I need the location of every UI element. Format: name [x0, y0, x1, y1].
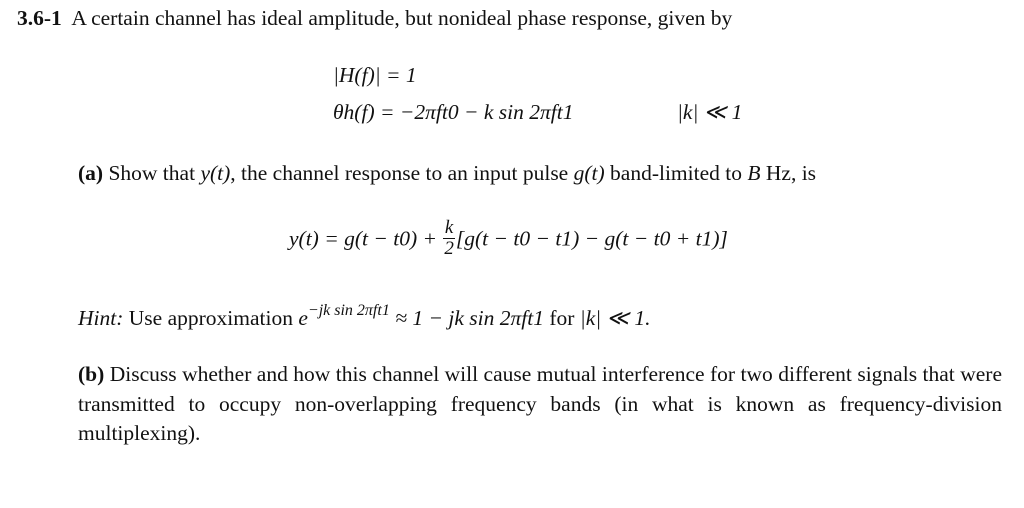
- part-a-text-before: Show that: [108, 161, 196, 185]
- fraction-numerator: k: [444, 217, 454, 238]
- equation-amplitude: |H(f)| = 1: [333, 63, 417, 87]
- problem-statement: A certain channel has ideal amplitude, but nonideal phase response, given by: [71, 6, 733, 30]
- equation-response-rhs: [g(t − t0 − t1) − g(t − t0 + t1)]: [455, 226, 728, 251]
- part-a-text: [78, 163, 816, 185]
- part-a-text-end: Hz, is: [765, 161, 817, 185]
- hint-line: [78, 302, 651, 330]
- hint-expr-exponent: −jk sin 2πft1: [307, 302, 390, 319]
- hint-expr-base: e: [298, 306, 308, 330]
- part-b-text: Discuss whether and how this channel will cause mutual interference for two different signals that were transmitted to occupy non-overlapping frequency bands (in what is known as frequency-division multiplexing).: [78, 362, 1002, 445]
- hint-label: Hint:: [78, 306, 124, 330]
- part-b-label: (b): [78, 362, 105, 386]
- part-a-label: (a): [78, 161, 104, 185]
- problem-number: 3.6-1: [17, 6, 62, 30]
- hint-text: Use approximation: [128, 306, 293, 330]
- hint-condition: |k| ≪ 1.: [579, 306, 651, 330]
- equation-phase: θh(f) = −2πft0 − k sin 2πft1: [333, 100, 574, 124]
- problem-heading: [17, 8, 732, 30]
- hint-expr-rest: ≈ 1 − jk sin 2πft1: [395, 306, 544, 330]
- part-b-paragraph: [78, 360, 1002, 449]
- part-a-var-g: g(t): [573, 161, 605, 185]
- part-a-var-y: y(t): [200, 161, 231, 185]
- equation-condition: |k| ≪ 1: [677, 100, 743, 124]
- equation-response: [289, 217, 728, 261]
- part-a-text-mid2: band-limited to: [610, 161, 742, 185]
- hint-for: for: [549, 306, 575, 330]
- equation-response-fraction: [443, 218, 455, 259]
- part-a-text-mid: , the channel response to an input pulse: [230, 161, 569, 185]
- fraction-denominator: 2: [444, 237, 454, 259]
- part-a-var-b: B: [747, 161, 761, 185]
- equation-response-lhs: y(t) = g(t − t0) +: [289, 226, 438, 251]
